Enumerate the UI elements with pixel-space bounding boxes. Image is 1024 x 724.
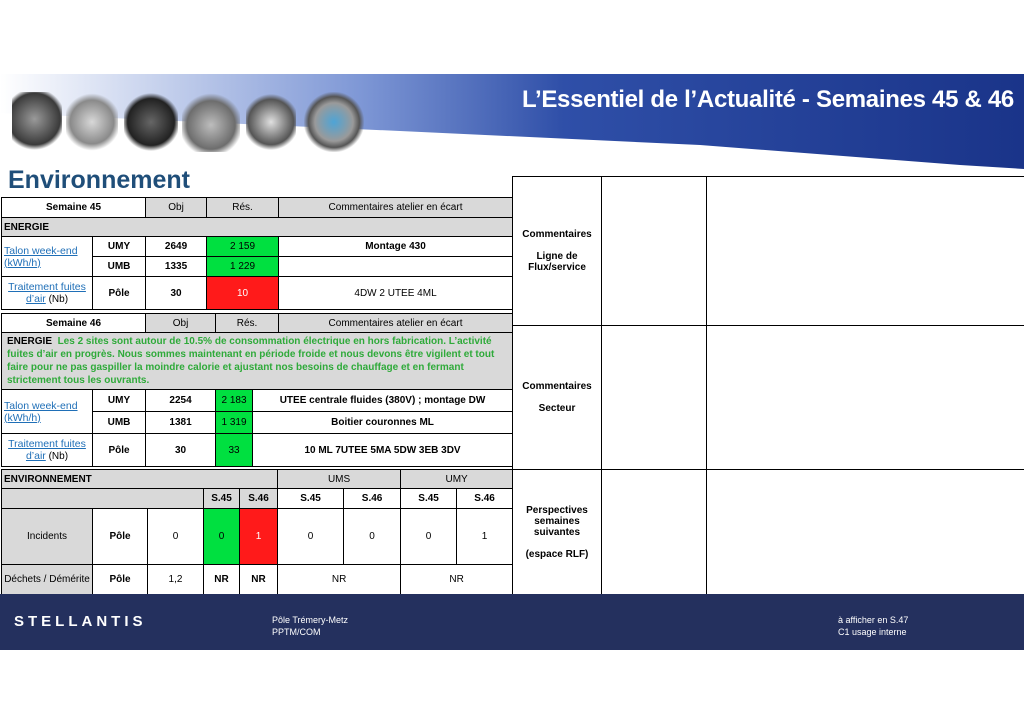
umy-header: UMY (401, 470, 513, 489)
engine-image-6 (304, 92, 364, 152)
umy-comment: Montage 430 (279, 237, 513, 257)
comments-sector-box-2[interactable] (707, 326, 1024, 470)
engine-image-2 (66, 92, 118, 152)
dechets-pole: Pôle (93, 565, 148, 595)
comments-line-label: Commentaires Ligne de Flux/service (513, 177, 602, 326)
umy-comment: UTEE centrale fluides (380V) ; montage DW (253, 390, 513, 412)
pole-res: 10 (207, 277, 279, 310)
environnement-label: ENVIRONNEMENT (2, 470, 278, 489)
footer-center: Pôle Trémery-Metz PPTM/COM (272, 615, 349, 637)
umy-res: 2 159 (207, 237, 279, 257)
incidents-ums-s45: 0 (278, 509, 344, 565)
umy-s45-header: S.45 (401, 489, 457, 509)
traitement-cell[interactable]: Traitement fuites d’air (Nb) (2, 434, 93, 467)
pole-res: 33 (216, 434, 253, 467)
incidents-umy-s46: 1 (457, 509, 513, 565)
incidents-s45: 0 (204, 509, 240, 565)
umb-res: 1 229 (207, 257, 279, 277)
dechets-s45: NR (204, 565, 240, 595)
stellantis-logo: STELLANTIS (14, 613, 147, 630)
pole-obj: 30 (146, 434, 216, 467)
pole-label: Pôle (93, 434, 146, 467)
incidents-label: Incidents (2, 509, 93, 565)
comments-header: Commentaires atelier en écart (279, 314, 513, 333)
environnement-table (1, 469, 513, 595)
right-panel (512, 176, 1024, 595)
dechets-ums: NR (278, 565, 401, 595)
energie-commentary: ENERGIE Les 2 sites sont autour de 10.5% de consommation électrique en hors fabrication. L’activité fuites d’air en progrès. Nous sommes maintenant en période froide et nous devons être vigilent et tout faire pour ne pas gaspiller la moindre calorie et ajustant nos besoins de chauffage et en fermant strictement tous les ouvrants. (2, 333, 513, 390)
umb-label: UMB (93, 412, 146, 434)
footer-right: à afficher en S.47 C1 usage interne (838, 615, 909, 637)
engine-image-5 (246, 92, 296, 152)
talon-link[interactable]: Talon week-end (kWh/h) (2, 390, 93, 434)
blank-header (2, 489, 204, 509)
ums-header: UMS (278, 470, 401, 489)
dechets-label: Déchets / Démérite (2, 565, 93, 595)
obj-header: Obj (146, 314, 216, 333)
umy-obj: 2254 (146, 390, 216, 412)
umy-s46-header: S.46 (457, 489, 513, 509)
page-title: L’Essentiel de l’Actualité - Semaines 45 & 46 (521, 86, 1014, 113)
s45-header: S.45 (204, 489, 240, 509)
incidents-pole: Pôle (93, 509, 148, 565)
res-header: Rés. (216, 314, 279, 333)
pole-obj: 30 (146, 277, 207, 310)
dechets-s46: NR (240, 565, 278, 595)
umb-obj: 1335 (146, 257, 207, 277)
incidents-ums-s46: 0 (344, 509, 401, 565)
ums-s45-header: S.45 (278, 489, 344, 509)
traitement-link: Traitement fuites d’air (8, 281, 86, 305)
res-header: Rés. (207, 198, 279, 218)
engine-image-3 (124, 92, 178, 152)
umb-label: UMB (93, 257, 146, 277)
incidents-umy-s45: 0 (401, 509, 457, 565)
week46-table (1, 313, 513, 467)
incidents-obj: 0 (148, 509, 204, 565)
umb-res: 1 319 (216, 412, 253, 434)
week45-label: Semaine 45 (2, 198, 146, 218)
umy-obj: 2649 (146, 237, 207, 257)
traitement-cell[interactable]: Traitement fuites d’air (Nb) (2, 277, 93, 310)
umb-comment: Boitier couronnes ML (253, 412, 513, 434)
comments-line-box-2[interactable] (707, 177, 1024, 326)
dechets-obj: 1,2 (148, 565, 204, 595)
umb-obj: 1381 (146, 412, 216, 434)
s46-header: S.46 (240, 489, 278, 509)
incidents-s46: 1 (240, 509, 278, 565)
engine-image-4 (182, 92, 240, 152)
perspectives-box-2[interactable] (707, 470, 1024, 595)
perspectives-box-1[interactable] (602, 470, 707, 595)
comments-sector-box-1[interactable] (602, 326, 707, 470)
week45-table (1, 197, 513, 310)
ums-s46-header: S.46 (344, 489, 401, 509)
dechets-umy: NR (401, 565, 513, 595)
perspectives-label: Perspectives semaines suivantes (espace RLF) (513, 470, 602, 595)
umy-res: 2 183 (216, 390, 253, 412)
umy-label: UMY (93, 237, 146, 257)
traitement-link: Traitement fuites d’air (8, 438, 86, 462)
comments-sector-label: Commentaires Secteur (513, 326, 602, 470)
pole-comment: 4DW 2 UTEE 4ML (279, 277, 513, 310)
umy-label: UMY (93, 390, 146, 412)
obj-header: Obj (146, 198, 207, 218)
talon-link[interactable]: Talon week-end (kWh/h) (2, 237, 93, 277)
pole-comment: 10 ML 7UTEE 5MA 5DW 3EB 3DV (253, 434, 513, 467)
week46-label: Semaine 46 (2, 314, 146, 333)
section-title: Environnement (8, 166, 190, 194)
engine-image-1 (12, 92, 62, 152)
comments-header: Commentaires atelier en écart (279, 198, 513, 218)
comments-line-box-1[interactable] (602, 177, 707, 326)
pole-label: Pôle (93, 277, 146, 310)
energie-label: ENERGIE (2, 218, 513, 237)
umb-comment (279, 257, 513, 277)
